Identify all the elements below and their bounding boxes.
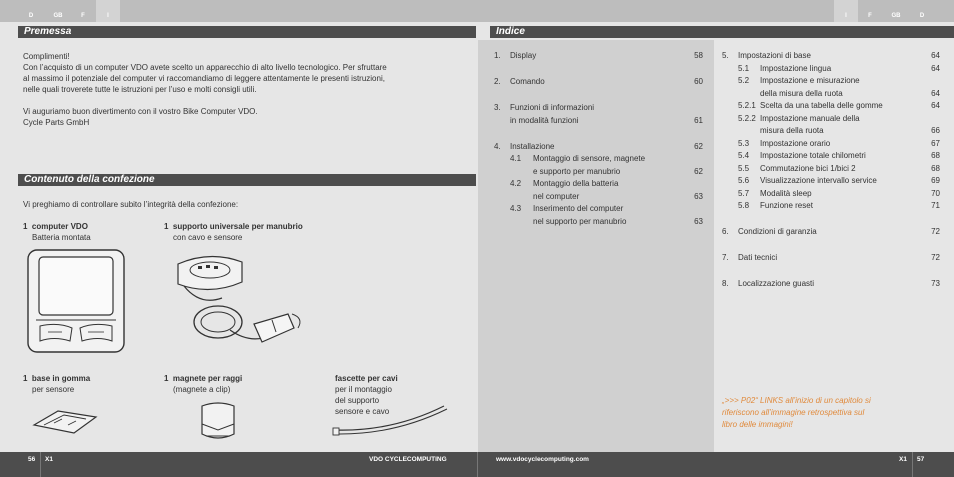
toc-entry-title: della misura della ruota	[760, 88, 843, 98]
model-left: X1	[45, 456, 53, 463]
lang-tab-gb-right[interactable]: GB	[891, 13, 901, 19]
lang-tab-f-left[interactable]: F	[81, 13, 85, 19]
toc-entry-page: 68	[931, 163, 940, 173]
toc-entry-number: 7.	[722, 253, 729, 262]
contenuto-header: Contenuto della confezione	[18, 174, 476, 186]
toc-entry-title: Montaggio della batteria	[533, 179, 619, 188]
rubber-base-illustration	[30, 405, 100, 437]
toc-entry-title: Impostazione totale chilometri	[760, 151, 866, 160]
lang-tab-d-left[interactable]: D	[28, 13, 34, 19]
item-name: computer VDO	[31, 222, 88, 231]
premessa-text	[23, 51, 473, 128]
toc-entry-number: 4.1	[510, 154, 522, 163]
website-link[interactable]: www.vdocyclecomputing.com	[496, 456, 589, 463]
toc-entry-number: 5.2	[738, 76, 750, 85]
toc-entry-page: 63	[694, 191, 703, 201]
toc-entry-number: 4.2	[510, 179, 522, 188]
item-name: supporto universale per manubrio	[172, 222, 303, 231]
toc-entry-title: Impostazione lingua	[760, 63, 832, 73]
note-line: „>>> P02“ LINKS all’inizio di un capitolo si	[722, 396, 871, 405]
toc-entry-number: 5.2.1	[738, 101, 756, 110]
toc-column-1	[478, 40, 714, 452]
item-name: fascette per cavi	[335, 374, 398, 383]
toc-entry-title: Comando	[510, 77, 545, 86]
toc-entry-title: Scelta da una tabella delle gomme	[760, 101, 883, 110]
toc-entry-page: 71	[931, 201, 940, 210]
note-line: libro delle immagini!	[722, 420, 793, 429]
toc-entry-title: misura della ruota	[760, 126, 824, 135]
item-desc: del supporto	[335, 396, 380, 405]
toc-entry-page: 66	[931, 126, 940, 135]
footer-divider	[40, 452, 41, 477]
toc-entry-page: 69	[931, 176, 940, 185]
premessa-spacer	[23, 95, 473, 106]
item-desc: sensore e cavo	[335, 407, 390, 416]
toc-entry-title: in modalità funzioni	[510, 115, 579, 125]
toc-entry-page: 61	[694, 115, 703, 125]
toc-entry-title: Inserimento del computer	[533, 204, 624, 213]
toc-entry-number: 3.	[494, 103, 501, 112]
toc-entry-page: 60	[694, 77, 703, 86]
toc-entry-page: 58	[694, 51, 703, 60]
item-desc: con cavo e sensore	[173, 233, 243, 242]
item-desc: Batteria montata	[32, 233, 91, 242]
item-computer	[23, 221, 91, 243]
toc-entry-number: 4.3	[510, 204, 522, 213]
toc-entry-page: 70	[931, 188, 940, 198]
item-qty: 1	[164, 374, 169, 383]
premessa-line: Vi auguriamo buon divertimento con il vostro Bike Computer VDO.	[23, 107, 258, 116]
toc-entry-number: 5.2.2	[738, 113, 756, 123]
toc-entry-number: 5.4	[738, 151, 750, 160]
toc-entry-title: Visualizzazione intervallo service	[760, 176, 877, 185]
toc-entry-number: 1.	[494, 51, 501, 60]
footer-divider	[912, 452, 913, 477]
brand-label: VDO CYCLECOMPUTING	[369, 456, 447, 463]
toc-entry-page: 64	[931, 51, 940, 60]
toc-entry-page: 64	[931, 101, 940, 110]
toc-entry-page: 72	[931, 253, 940, 262]
page-number-left: 56	[28, 456, 36, 463]
toc-entry-page: 63	[694, 216, 703, 226]
toc-entry-page: 64	[931, 88, 940, 98]
item-name: base in gomma	[31, 374, 91, 383]
toc-entry-title: Impostazione e misurazione	[760, 76, 860, 85]
premessa-line: Complimenti!	[23, 52, 70, 61]
spine-divider	[477, 452, 478, 477]
lang-tab-f-right[interactable]: F	[868, 13, 872, 19]
toc-entry-number: 5.1	[738, 63, 750, 73]
toc-entry-title: Impostazioni di base	[738, 51, 811, 60]
indice-header: Indice	[490, 26, 954, 38]
toc-entry-title: nel computer	[533, 191, 580, 201]
toc-entry-title: Modalità sleep	[760, 188, 812, 198]
toc-entry-number: 5.7	[738, 188, 750, 198]
mount-sensor-illustration	[170, 248, 310, 354]
toc-entry-number: 5.5	[738, 163, 750, 173]
toc-entry-number: 2.	[494, 77, 501, 86]
item-qty: 1	[164, 222, 169, 231]
toc-entry-title: Display	[510, 51, 537, 60]
premessa-line: Con l’acquisto di un computer VDO avete scelto un apparecchio di alto livello tecnologico. Per sfruttare	[23, 63, 387, 72]
toc-entry-page: 68	[931, 151, 940, 160]
lang-tab-i-left[interactable]: I	[96, 0, 120, 22]
toc-entry-page: 72	[931, 227, 940, 236]
toc-entry-title: Commutazione bici 1/bici 2	[760, 163, 856, 173]
toc-entry-title: Funzione reset	[760, 201, 813, 210]
toc-entry-title: Dati tecnici	[738, 253, 778, 262]
item-desc: per sensore	[32, 385, 75, 394]
toc-entry-number: 4.	[494, 141, 501, 151]
toc-entry-title: Impostazione manuale della	[760, 113, 860, 123]
lang-tab-gb-left[interactable]: GB	[53, 13, 63, 19]
item-name: magnete per raggi	[172, 374, 243, 383]
top-bar	[0, 0, 954, 22]
toc-entry-title: Impostazione orario	[760, 138, 831, 148]
toc-entry-page: 67	[931, 138, 940, 148]
toc-entry-page: 62	[694, 141, 703, 151]
toc-column-2	[716, 40, 954, 452]
toc-entry-number: 5.8	[738, 201, 750, 210]
toc-entry-title: e supporto per manubrio	[533, 166, 621, 176]
premessa-header: Premessa	[18, 26, 476, 38]
item-desc: (magnete a clip)	[173, 385, 231, 394]
cable-tie-illustration	[332, 402, 452, 436]
toc-entry-title: Condizioni di garanzia	[738, 227, 817, 236]
premessa-line: nelle quali troverete tutte le istruzioni per l’uso e molti consigli utili.	[23, 85, 257, 94]
item-magnete	[164, 373, 242, 395]
lang-tab-d-right[interactable]: D	[919, 13, 925, 19]
links-note	[722, 395, 942, 431]
model-right: X1	[899, 456, 907, 463]
lang-tab-i-right[interactable]: I	[834, 0, 858, 22]
contenuto-intro: Vi preghiamo di controllare subito l’integrità della confezione:	[23, 200, 239, 209]
toc-entry-title: Installazione	[510, 141, 555, 151]
toc-entry-page: 62	[694, 166, 703, 176]
item-base-gomma	[23, 373, 90, 395]
toc-entry-page: 73	[931, 279, 940, 288]
toc-entry-number: 5.3	[738, 138, 750, 148]
toc-entry-number: 5.6	[738, 176, 750, 185]
toc-entry-page: 64	[931, 63, 940, 73]
toc-entry-title: Montaggio di sensore, magnete	[533, 154, 646, 163]
item-qty: 1	[23, 374, 28, 383]
toc-entry-title: nel supporto per manubrio	[533, 216, 627, 226]
toc-entry-number: 5.	[722, 51, 729, 60]
toc-entry-title: Localizzazione guasti	[738, 279, 815, 288]
computer-illustration	[26, 248, 126, 354]
item-qty: 1	[23, 222, 28, 231]
page-number-right: 57	[917, 456, 925, 463]
toc-entry-number: 6.	[722, 227, 729, 236]
premessa-line: Cycle Parts GmbH	[23, 118, 90, 127]
premessa-line: al massimo il potenziale del computer vi raccomandiamo di leggere attentamente le presenti istruzioni,	[23, 74, 385, 83]
spoke-magnet-illustration	[196, 400, 240, 446]
toc-entry-number: 8.	[722, 279, 729, 288]
toc-entry-title: Funzioni di informazioni	[510, 103, 595, 112]
item-supporto	[164, 221, 303, 243]
note-line: riferiscono all’immagine retrospettiva sul	[722, 408, 865, 417]
item-desc: per il montaggio	[335, 385, 392, 394]
